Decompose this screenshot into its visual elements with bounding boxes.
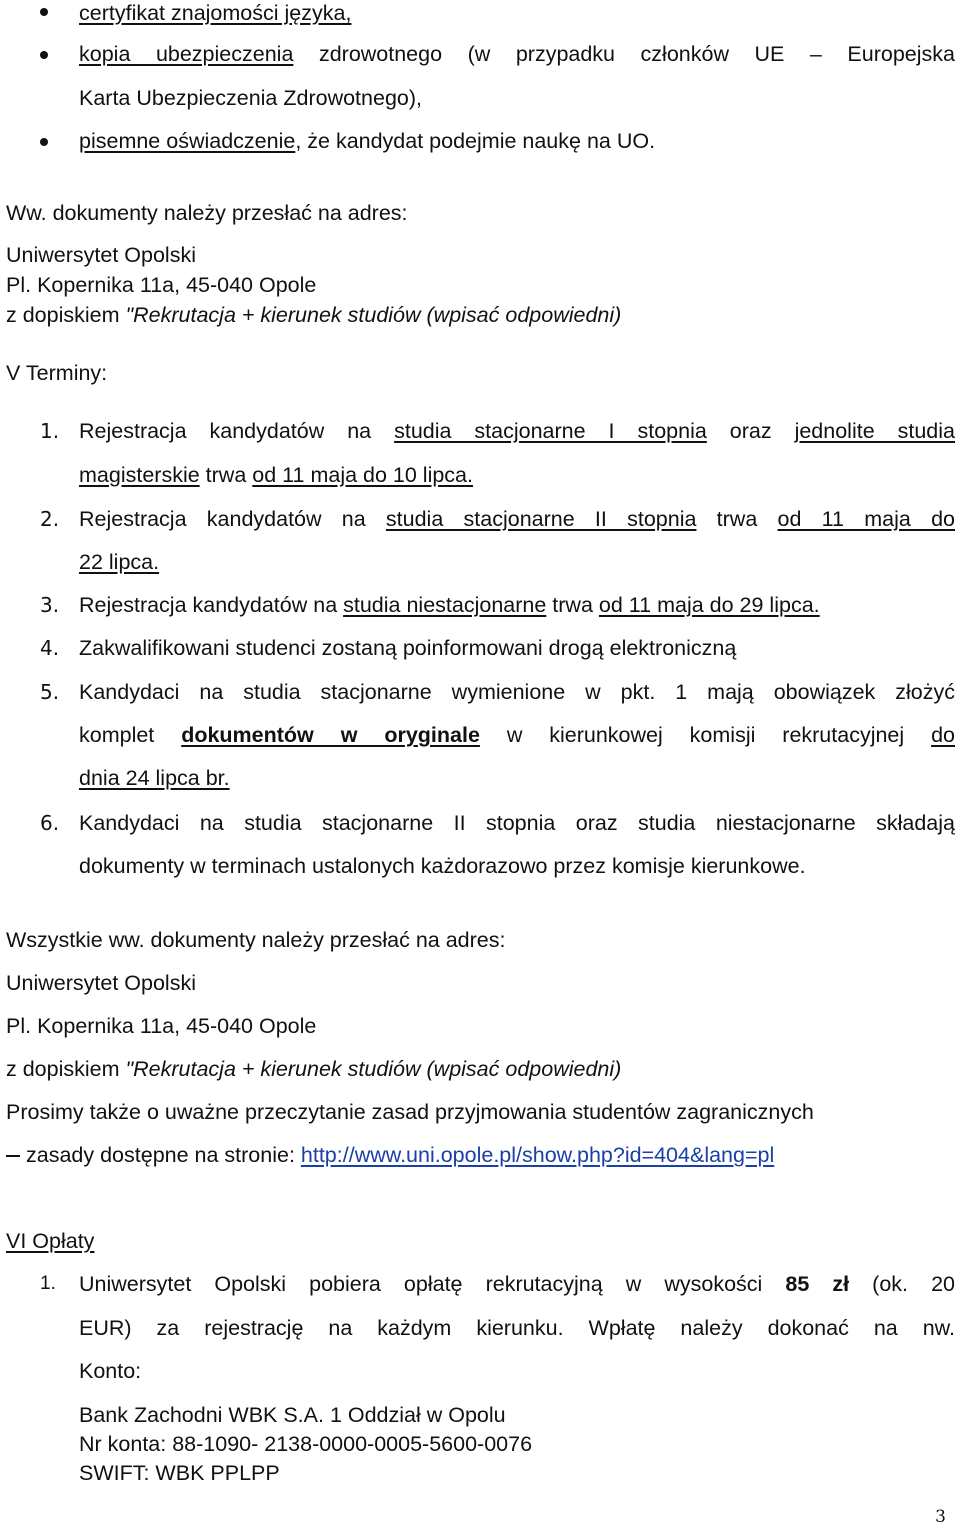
- dash: [6, 1155, 20, 1157]
- list-item: Rejestracja kandydatów na studia stacjonarne I stopnia oraz jednolite studia: [79, 419, 956, 443]
- bullet-dot: [40, 51, 48, 59]
- item-number: 3.: [40, 593, 60, 617]
- bank-account-number: Nr konta: 88-1090- 2138-0000-0005-5600-0076: [79, 1432, 533, 1456]
- bank-name: Bank Zachodni WBK S.A. 1 Oddział w Opolu: [79, 1403, 506, 1427]
- page-number: 3: [935, 1507, 946, 1527]
- list-item: Rejestracja kandydatów na studia niestacjonarne trwa od 11 maja do 29 lipca.: [79, 593, 820, 617]
- section-heading-fees: VI Opłaty: [6, 1229, 95, 1253]
- list-item-continuation: komplet dokumentów w oryginale w kierunkowej komisji rekrutacyjnej do: [79, 723, 955, 747]
- foreign-students-notice: Prosimy także o uważne przeczytanie zasad przyjmowania studentów zagranicznych: [6, 1100, 814, 1124]
- bullet-item-continuation: Karta Ubezpieczenia Zdrowotnego),: [79, 86, 422, 110]
- fee-paragraph: Uniwersytet Opolski pobiera opłatę rekrutacyjną w wysokości 85 zł (ok. 20: [79, 1272, 956, 1296]
- address-street: Pl. Kopernika 11a, 45-040 Opole: [6, 1014, 317, 1038]
- list-item: Rejestracja kandydatów na studia stacjonarne II stopnia trwa od 11 maja do: [79, 507, 955, 531]
- bullet-item-link: certyfikat znajomości języka,: [79, 1, 352, 25]
- list-item-continuation: dokumenty w terminach ustalonych każdorazowo przez komisje kierunkowe.: [79, 854, 806, 878]
- bullet-item-link: kopia ubezpieczenia: [79, 42, 294, 66]
- item-number: 1.: [40, 1273, 56, 1294]
- rules-link[interactable]: http://www.uni.opole.pl/show.php?id=404&lang=pl: [300, 1143, 775, 1167]
- address-name: Uniwersytet Opolski: [6, 243, 196, 267]
- bullet-item: pisemne oświadczenie, że kandydat podejmie naukę na UO.: [79, 129, 656, 153]
- item-number: 5.: [40, 680, 60, 704]
- address-intro: Ww. dokumenty należy przesłać na adres:: [6, 201, 408, 225]
- list-item-continuation: 22 lipca.: [79, 550, 160, 574]
- item-number: 2.: [40, 507, 60, 531]
- address-note: z dopiskiem "Rekrutacja + kierunek studiów (wpisać odpowiedni): [6, 303, 622, 327]
- list-item: Kandydaci na studia stacjonarne wymienione w pkt. 1 mają obowiązek złożyć: [79, 680, 955, 704]
- list-item-continuation: magisterskie trwa od 11 maja do 10 lipca.: [79, 463, 473, 487]
- address-name: Uniwersytet Opolski: [6, 971, 196, 995]
- item-number: 1.: [40, 419, 60, 443]
- bullet-item: kopia ubezpieczenia zdrowotnego (w przypadku członków UE – Europejska: [79, 42, 955, 66]
- list-item: Kandydaci na studia stacjonarne II stopnia oraz studia niestacjonarne składają: [79, 811, 955, 835]
- bullet-dot: [40, 138, 48, 146]
- account-label: Konto:: [79, 1359, 142, 1383]
- bullet-item: [79, 0, 351, 26]
- list-item-continuation: dnia 24 lipca br.: [79, 766, 230, 790]
- address-intro: Wszystkie ww. dokumenty należy przesłać na adres:: [6, 928, 506, 952]
- bullet-dot: [40, 8, 48, 16]
- fee-paragraph-continuation: EUR) za rejestrację na każdym kierunku. Wpłatę należy dokonać na nw.: [79, 1316, 955, 1340]
- section-heading-terms: V Terminy:: [6, 361, 108, 385]
- swift-code: SWIFT: WBK PPLPP: [79, 1461, 280, 1485]
- address-street: Pl. Kopernika 11a, 45-040 Opole: [6, 273, 317, 297]
- bullet-item-link: pisemne oświadczenie: [79, 129, 296, 153]
- address-note: z dopiskiem "Rekrutacja + kierunek studiów (wpisać odpowiedni): [6, 1057, 622, 1081]
- rules-line: zasady dostępne na stronie: http://www.uni.opole.pl/show.php?id=404&lang=pl: [26, 1143, 775, 1167]
- item-number: 6.: [40, 811, 60, 835]
- item-number: 4.: [40, 636, 60, 660]
- list-item: Zakwalifikowani studenci zostaną poinformowani drogą elektroniczną: [79, 636, 737, 660]
